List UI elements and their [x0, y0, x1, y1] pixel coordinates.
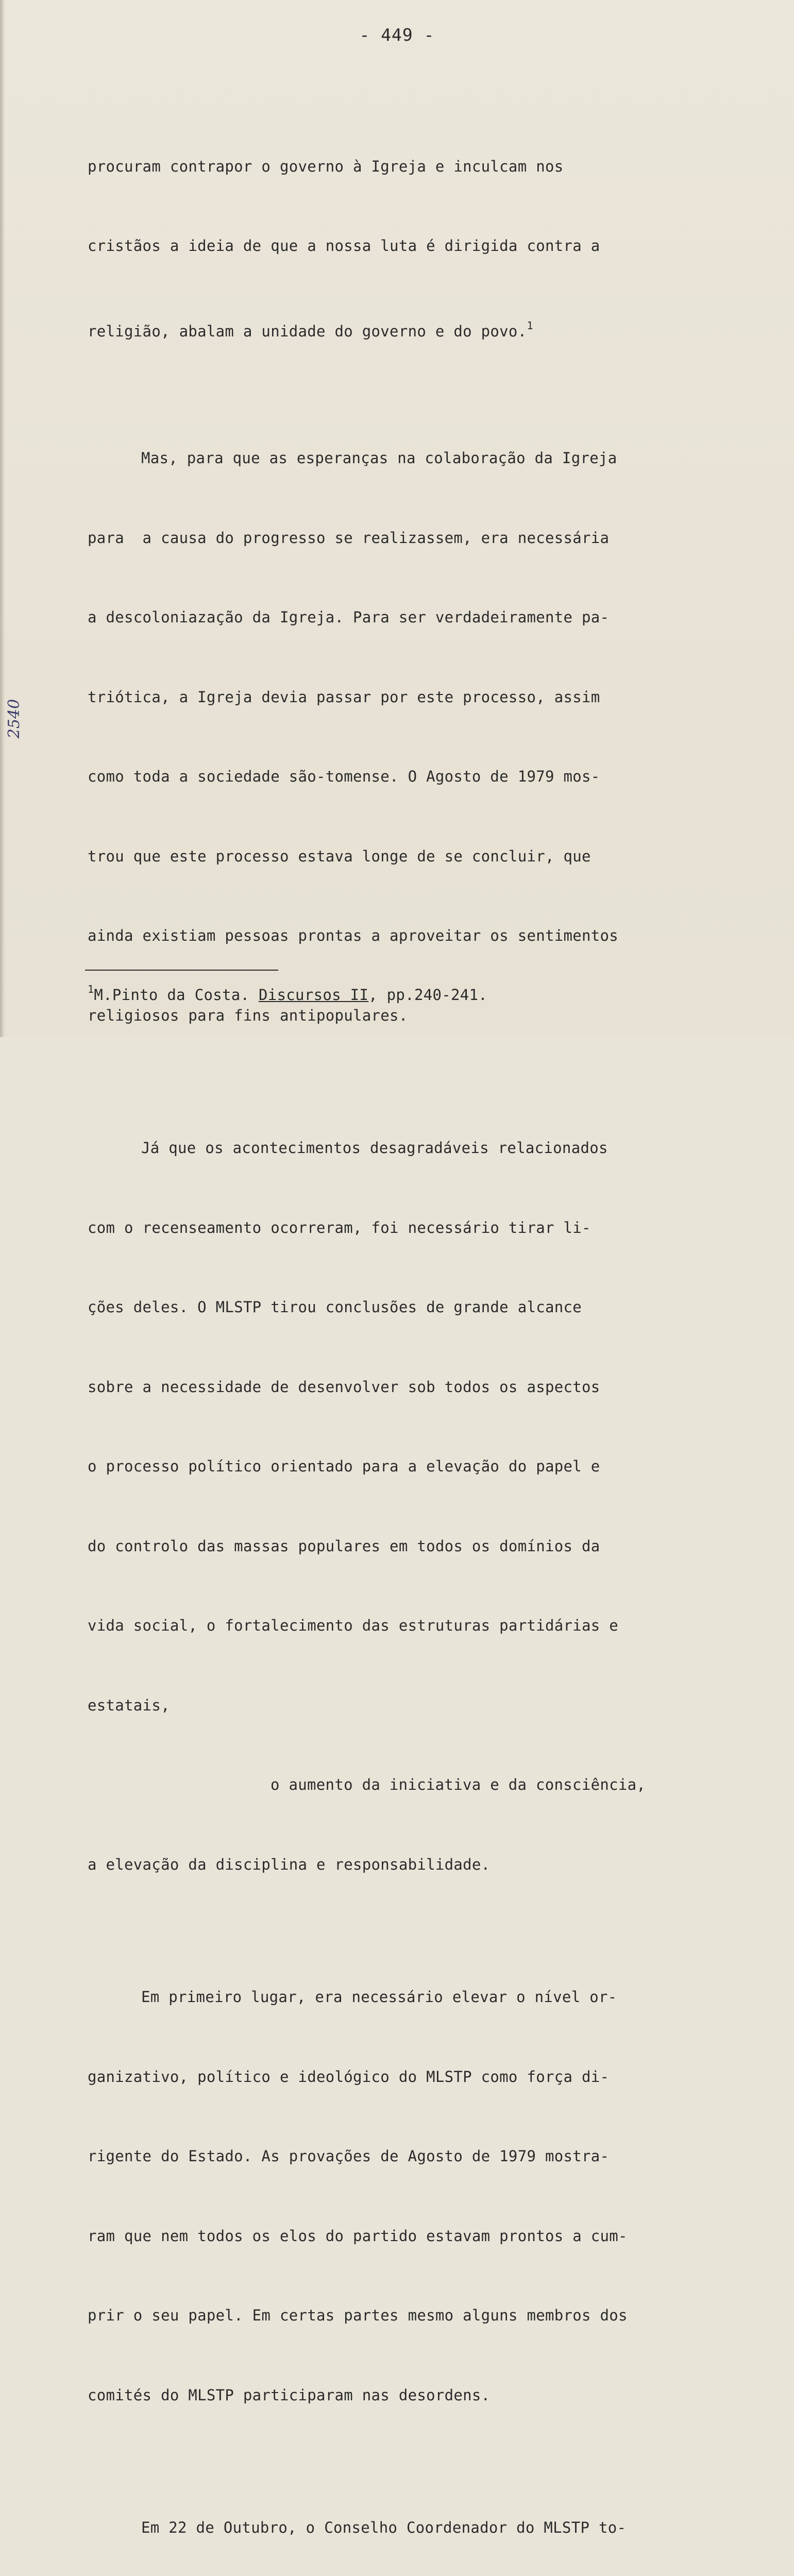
text-line: estatais,: [88, 1696, 170, 1714]
text-line: Já que os acontecimentos desagradáveis relacionados: [141, 1139, 608, 1157]
text-line: do controlo das massas populares em todos os domínios da: [88, 1537, 600, 1555]
footnote-pages: , pp.240-241.: [368, 986, 488, 1004]
text-line: ainda existiam pessoas prontas a aproveitar os sentimentos: [88, 927, 619, 944]
body-text: [88, 74, 727, 2576]
text-line: ções deles. O MLSTP tirou conclusões de grande alcance: [88, 1298, 582, 1316]
text-line: o processo político orientado para a elevação do papel e: [88, 1458, 600, 1475]
text-line: com o recenseamento ocorreram, foi necessário tirar li-: [88, 1218, 591, 1236]
footnote-reference: 1: [527, 319, 533, 332]
margin-handwritten-note: [5, 683, 67, 744]
text-line: [88, 313, 727, 340]
text-line: prir o seu papel. Em certas partes mesmo alguns membros dos: [88, 2307, 628, 2324]
footnote: [88, 976, 487, 1009]
text-line: Em 22 de Outubro, o Conselho Coordenador do MLSTP to-: [141, 2519, 627, 2536]
footnote-title: Discursos II: [259, 986, 369, 1004]
text-line: trou que este processo estava longe de se concluir, que: [88, 847, 591, 865]
text-line-content: religião, abalam a unidade do governo e do povo.: [88, 322, 527, 340]
page-number: - 449 -: [359, 25, 435, 45]
text-line: cristãos a ideia de que a nossa luta é dirigida contra a: [88, 237, 600, 255]
footnote-author: M.Pinto da Costa.: [94, 986, 259, 1004]
margin-note-text: 2540: [5, 699, 23, 739]
text-line: a elevação da disciplina e responsabilidade.: [88, 1855, 491, 1873]
text-line: sobre a necessidade de desenvolver sob todos os aspectos: [88, 1378, 600, 1396]
text-line: Mas, para que as esperanças na colaboração da Igreja: [141, 449, 617, 467]
text-line: procuram contrapor o governo à Igreja e inculcam nos: [88, 157, 564, 175]
text-line: ram que nem todos os elos do partido estavam prontos a cum-: [88, 2227, 628, 2245]
text-line: rigente do Estado. As provações de Agosto de 1979 mostra-: [88, 2147, 610, 2165]
footnote-marker: 1: [88, 983, 94, 995]
text-line: para a causa do progresso se realizassem, era necessária: [88, 529, 610, 547]
text-line: como toda a sociedade são-tomense. O Agosto de 1979 mos-: [88, 768, 600, 785]
text-line: o aumento da iniciativa e da consciência,: [271, 1776, 646, 1793]
text-line: ganizativo, político e ideológico do MLSTP como força di-: [88, 2067, 610, 2086]
text-line: Em primeiro lugar, era necessário elevar o nível or-: [141, 1988, 617, 2006]
text-line: a descoloniazação da Igreja. Para ser verdadeiramente pa-: [88, 608, 610, 626]
text-line: triótica, a Igreja devia passar por este processo, assim: [88, 688, 600, 706]
text-line: religiosos para fins antipopulares.: [88, 1006, 408, 1024]
text-line: comités do MLSTP participaram nas desordens.: [88, 2386, 491, 2404]
text-line: vida social, o fortalecimento das estruturas partidárias e: [88, 1617, 619, 1634]
page-binding-edge: [0, 0, 5, 1037]
footnote-divider: [85, 970, 278, 971]
